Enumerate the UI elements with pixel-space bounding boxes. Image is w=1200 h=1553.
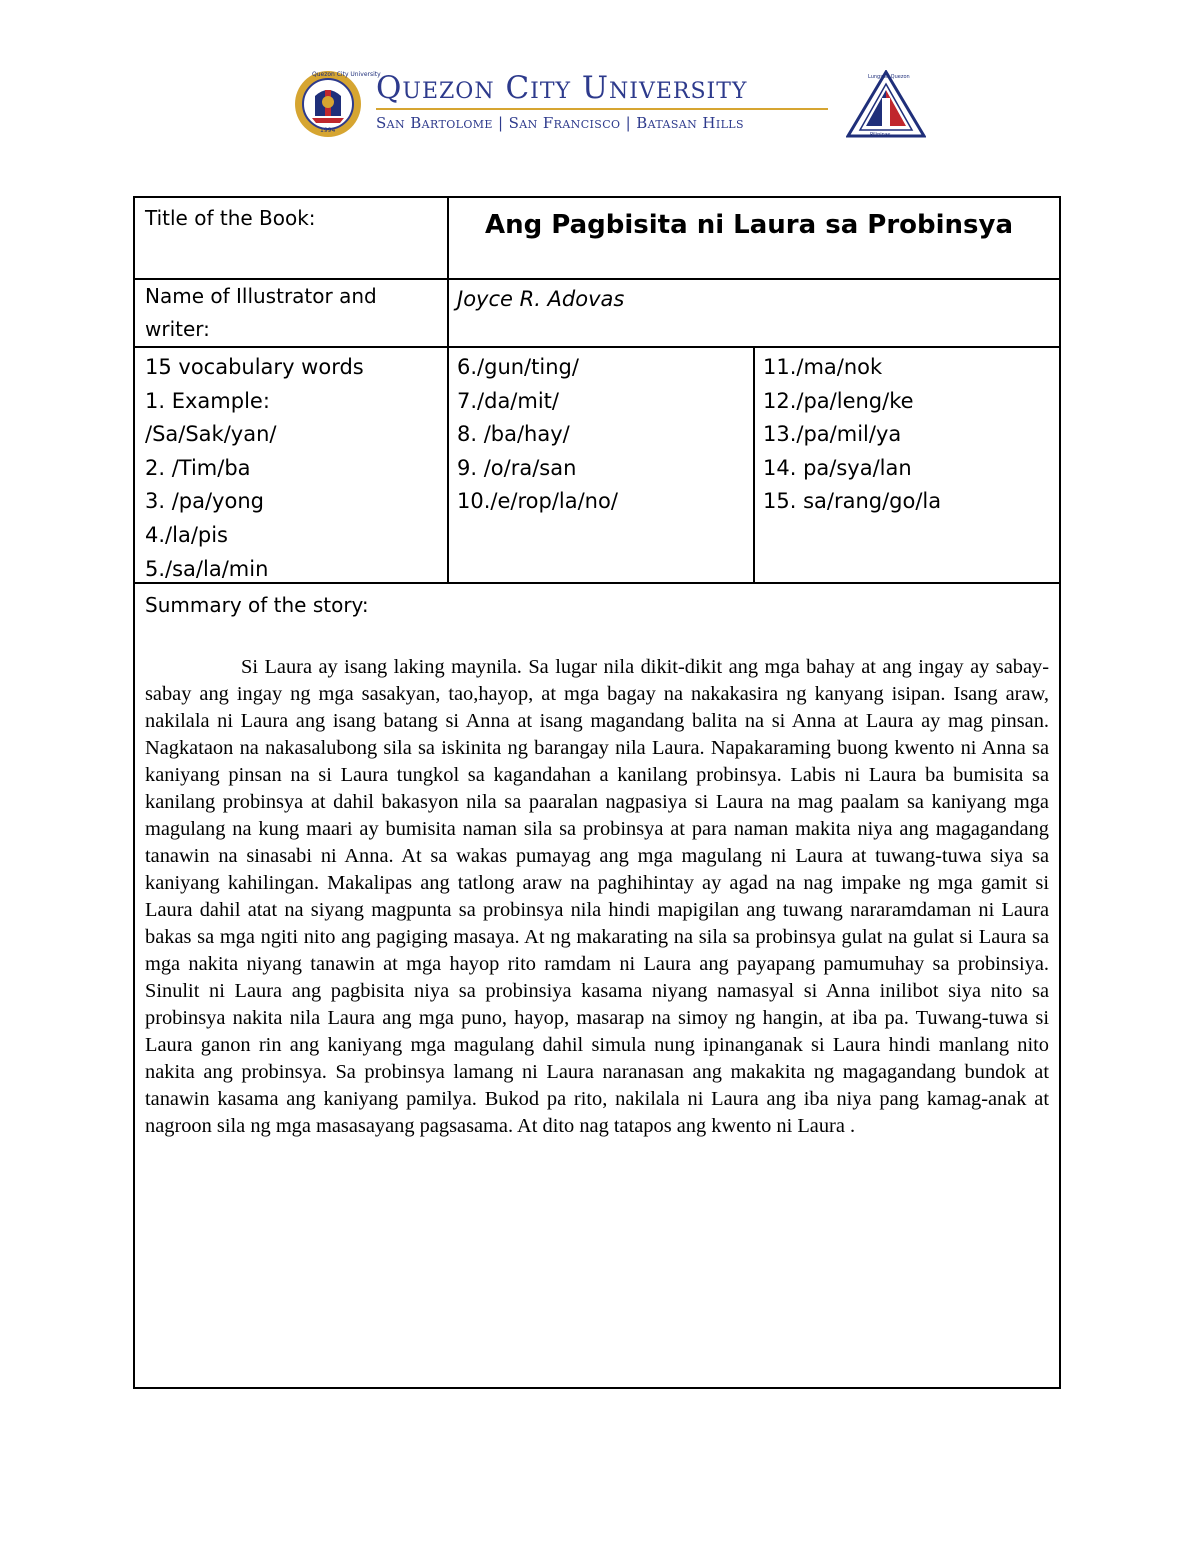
illustrator-label (145, 280, 441, 346)
vocab-item: 2. /Tim/ba (145, 455, 251, 480)
vocab-column-2 (457, 351, 747, 519)
vocab-item: 1. Example: (145, 388, 270, 413)
book-title: Ang Pagbisita ni Laura sa Probinsya (484, 210, 1014, 240)
right-seal-country: Pilipinas (870, 132, 891, 138)
vocab-item: /Sa/Sak/yan/ (145, 422, 277, 447)
header-divider (376, 108, 828, 110)
vocab-item: 12./pa/leng/ke (763, 388, 914, 413)
university-campuses: San Bartolome | San Francisco | Batasan Hills (376, 114, 744, 132)
illustrator-name: Joyce R. Adovas (457, 287, 625, 311)
column-divider-2 (753, 346, 755, 584)
vocab-item: 13./pa/mil/ya (763, 422, 902, 447)
illustrator-label-line2: writer: (145, 317, 210, 341)
vocab-item: 5./sa/la/min (145, 556, 269, 581)
vocab-item: 14. pa/sya/lan (763, 455, 912, 480)
vocab-item: 11./ma/nok (763, 355, 883, 379)
vocab-column-1 (145, 351, 441, 586)
vocab-item: 9. /o/ra/san (457, 455, 577, 480)
university-name: Quezon City University (376, 70, 748, 106)
right-seal-text: Lungsod Quezon (868, 74, 910, 80)
left-seal-year: 1994 (320, 127, 336, 134)
vocab-item: 7./da/mit/ (457, 388, 559, 413)
vocab-item: 15. sa/rang/go/la (763, 489, 942, 514)
summary-label: Summary of the story: (145, 593, 369, 617)
summary-text: Si Laura ay isang laking maynila. Sa lugar nila dikit-dikit ang mga bahay at ang ingay ay sabay-sabay ang ingay ng mga sasakyan, tao,hayop, at mga bagay na nakakasira ng kanyang isipan. Isang araw, nakilala ni Laura ang isang batang si Anna at isang magandang balita na si Anna at Laura ay mag pinsan. Nagkataon na nakasalubong sila sa iskinita ng barangay nila Laura. Napakaraming buong kwento ni Anna sa kaniyang pinsan na si Laura tungkol sa kagandahan a kanilang probinsya. Labis ni Laura ba bumisita sa kanilang probinsya at dahil bakasyon nila sa paaralan nagpasiya si Laura na mag paalam sa kaniyang mga magulang na kung maari ay bumisita naman sila sa probinsya at para naman makita niya ang magagandang tanawin na sinasabi ni Anna. At sa wakas pumayag ang mga magulang ni Laura at tuwang-tuwa siya sa kaniyang kahilingan. Makalipas ang tatlong araw na paghihintay ay agad na nag impake ng mga gamit si Laura dahil atat na siyang magpunta sa probinsya nila hindi mapigilan ang tuwang nararamdaman ni Laura bakas sa mga ngiti nito ang pagiging masaya. At ng makarating na sila sa probinsya gulat na gulat si Laura sa mga nakita niyang tanawin at mga hayop rito ramdam ni Laura ang payapang pamumuhay sa probinsiya. Sinulit ni Laura ang pagbisita niya sa probinsiya kasama niyang namasyal si Anna inilibot siya nito sa probinsya nakita nila Laura ang mga puno, hayop, masarap na simoy ng hangin, at iba pa. Tuwang-tuwa si Laura ganon rin ang kaniyang mga magulang dahil simula nung ipinanganak si Laura hindi manlang nito nakita ang probinsya. Sa probinsya lamang ni Laura naranasan ang makakita ng magagandang bundok at tanawin kasama ang kaniyang pamilya. Bukod pa rito, nakilala ni Laura ang iba niya pang kamag-anak at nagroon sila ng mga masasayang pagsasama. At dito nag tatapos ang kwento ni Laura . (145, 656, 1049, 1137)
title-label: Title of the Book: (145, 206, 316, 230)
university-header (290, 68, 930, 148)
book-report-form (133, 196, 1061, 1389)
vocab-item: 6./gun/ting/ (457, 355, 579, 379)
vocab-item: 4./la/pis (145, 522, 228, 547)
vocab-item: 10./e/rop/la/no/ (457, 489, 618, 514)
city-seal-icon (846, 70, 926, 140)
illustrator-label-line1: Name of Illustrator and (145, 284, 377, 308)
vocab-item: 3. /pa/yong (145, 489, 264, 514)
left-seal-text: Quezon City University (312, 71, 381, 78)
vocab-item: 15 vocabulary words (145, 355, 364, 379)
vocab-item: 8. /ba/hay/ (457, 422, 570, 447)
column-divider-1 (447, 198, 449, 584)
vocab-column-3 (763, 351, 1053, 519)
university-name-block (376, 68, 832, 132)
row-divider-2 (135, 346, 1059, 348)
